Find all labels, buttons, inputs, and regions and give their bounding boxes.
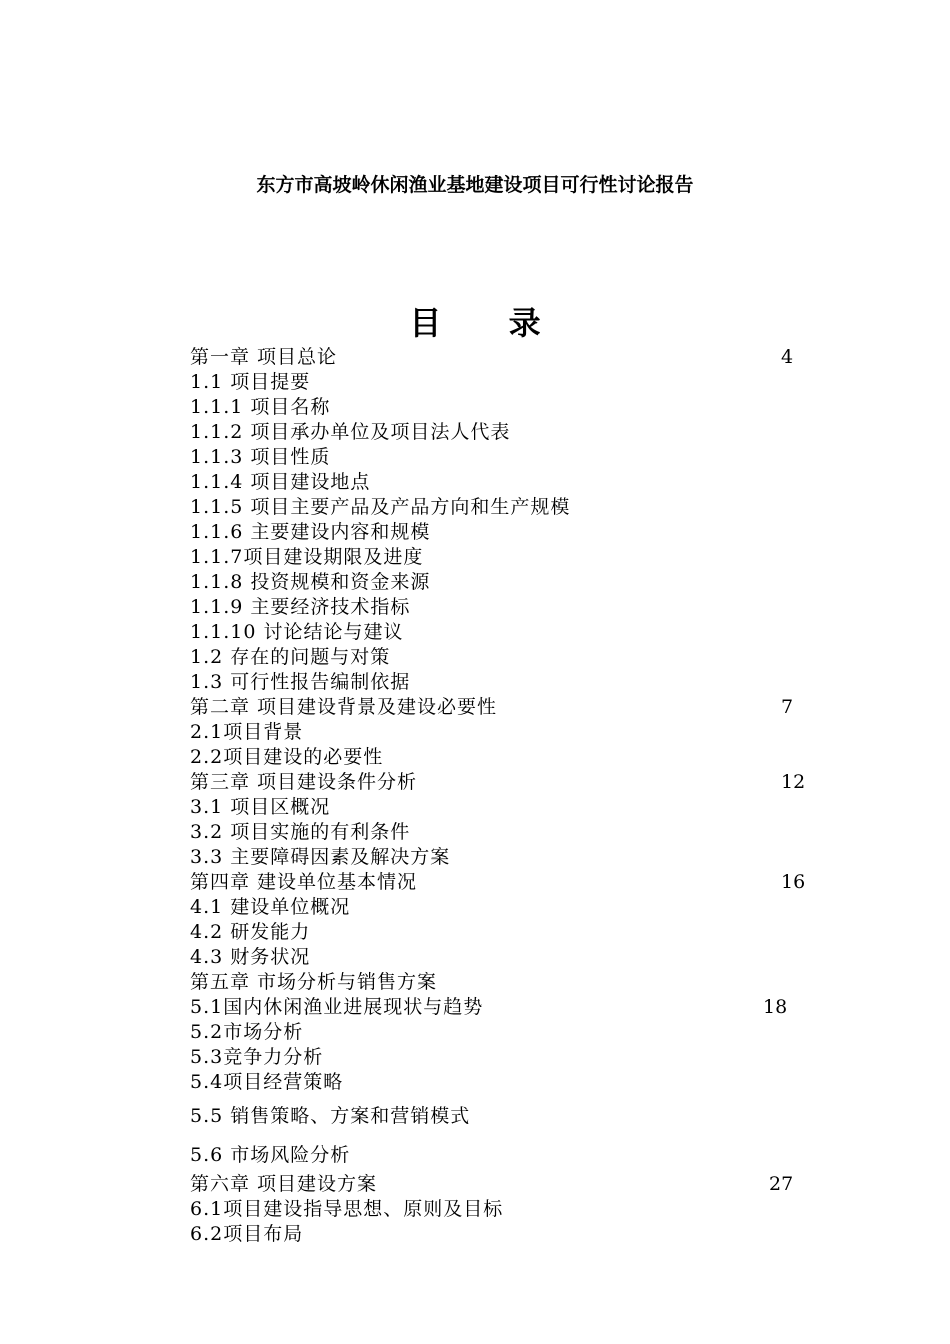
toc-entry: 第三章 项目建设条件分析 xyxy=(190,771,418,793)
toc-entry: 5.1国内休闲渔业进展现状与趋势 xyxy=(190,996,484,1018)
toc-entry: 第四章 建设单位基本情况 xyxy=(190,871,418,893)
toc-page-number: 4 xyxy=(781,346,794,368)
toc-entry: 3.2 项目实施的有利条件 xyxy=(190,821,411,843)
toc-page-number: 27 xyxy=(769,1173,794,1195)
toc-entry: 4.2 研发能力 xyxy=(190,921,311,943)
toc-entry: 第五章 市场分析与销售方案 xyxy=(190,971,438,993)
toc-entry: 2.1项目背景 xyxy=(190,721,304,743)
toc-entry: 1.3 可行性报告编制依据 xyxy=(190,671,411,693)
toc-entry: 1.1.1 项目名称 xyxy=(190,396,331,418)
document-title: 东方市高坡岭休闲渔业基地建设项目可行性讨论报告 xyxy=(256,174,694,196)
toc-page-number: 7 xyxy=(781,696,794,718)
toc-entry: 1.1.3 项目性质 xyxy=(190,446,331,468)
toc-entry: 1.2 存在的问题与对策 xyxy=(190,646,391,668)
toc-entry: 1.1.2 项目承办单位及项目法人代表 xyxy=(190,421,511,443)
toc-entry: 4.1 建设单位概况 xyxy=(190,896,351,918)
toc-entry: 3.1 项目区概况 xyxy=(190,796,331,818)
toc-entry: 4.3 财务状况 xyxy=(190,946,311,968)
toc-entry: 1.1 项目提要 xyxy=(190,371,311,393)
toc-entry: 1.1.5 项目主要产品及产品方向和生产规模 xyxy=(190,496,571,518)
toc-entry: 第六章 项目建设方案 xyxy=(190,1173,378,1195)
toc-entry: 3.3 主要障碍因素及解决方案 xyxy=(190,846,451,868)
toc-entry: 第一章 项目总论 xyxy=(190,346,338,368)
toc-entry: 5.5 销售策略、方案和营销模式 xyxy=(190,1105,471,1127)
toc-entry: 1.1.10 讨论结论与建议 xyxy=(190,621,404,643)
toc-entry: 1.1.4 项目建设地点 xyxy=(190,471,371,493)
toc-entry: 5.6 市场风险分析 xyxy=(190,1144,351,1166)
toc-page-number: 18 xyxy=(763,996,788,1018)
toc-entry: 第二章 项目建设背景及建设必要性 xyxy=(190,696,498,718)
toc-entry: 2.2项目建设的必要性 xyxy=(190,746,384,768)
toc-page-number: 12 xyxy=(781,771,806,793)
toc-entry: 6.2项目布局 xyxy=(190,1223,304,1245)
toc-entry: 5.3竞争力分析 xyxy=(190,1046,324,1068)
toc-heading: 目 录 xyxy=(409,304,569,342)
toc-page-number: 16 xyxy=(781,871,806,893)
toc-entry: 1.1.7项目建设期限及进度 xyxy=(190,546,424,568)
toc-entry: 1.1.8 投资规模和资金来源 xyxy=(190,571,431,593)
toc-entry: 5.4项目经营策略 xyxy=(190,1071,344,1093)
toc-entry: 5.2市场分析 xyxy=(190,1021,304,1043)
toc-entry: 1.1.9 主要经济技术指标 xyxy=(190,596,411,618)
toc-entry: 6.1项目建设指导思想、原则及目标 xyxy=(190,1198,504,1220)
toc-entry: 1.1.6 主要建设内容和规模 xyxy=(190,521,431,543)
